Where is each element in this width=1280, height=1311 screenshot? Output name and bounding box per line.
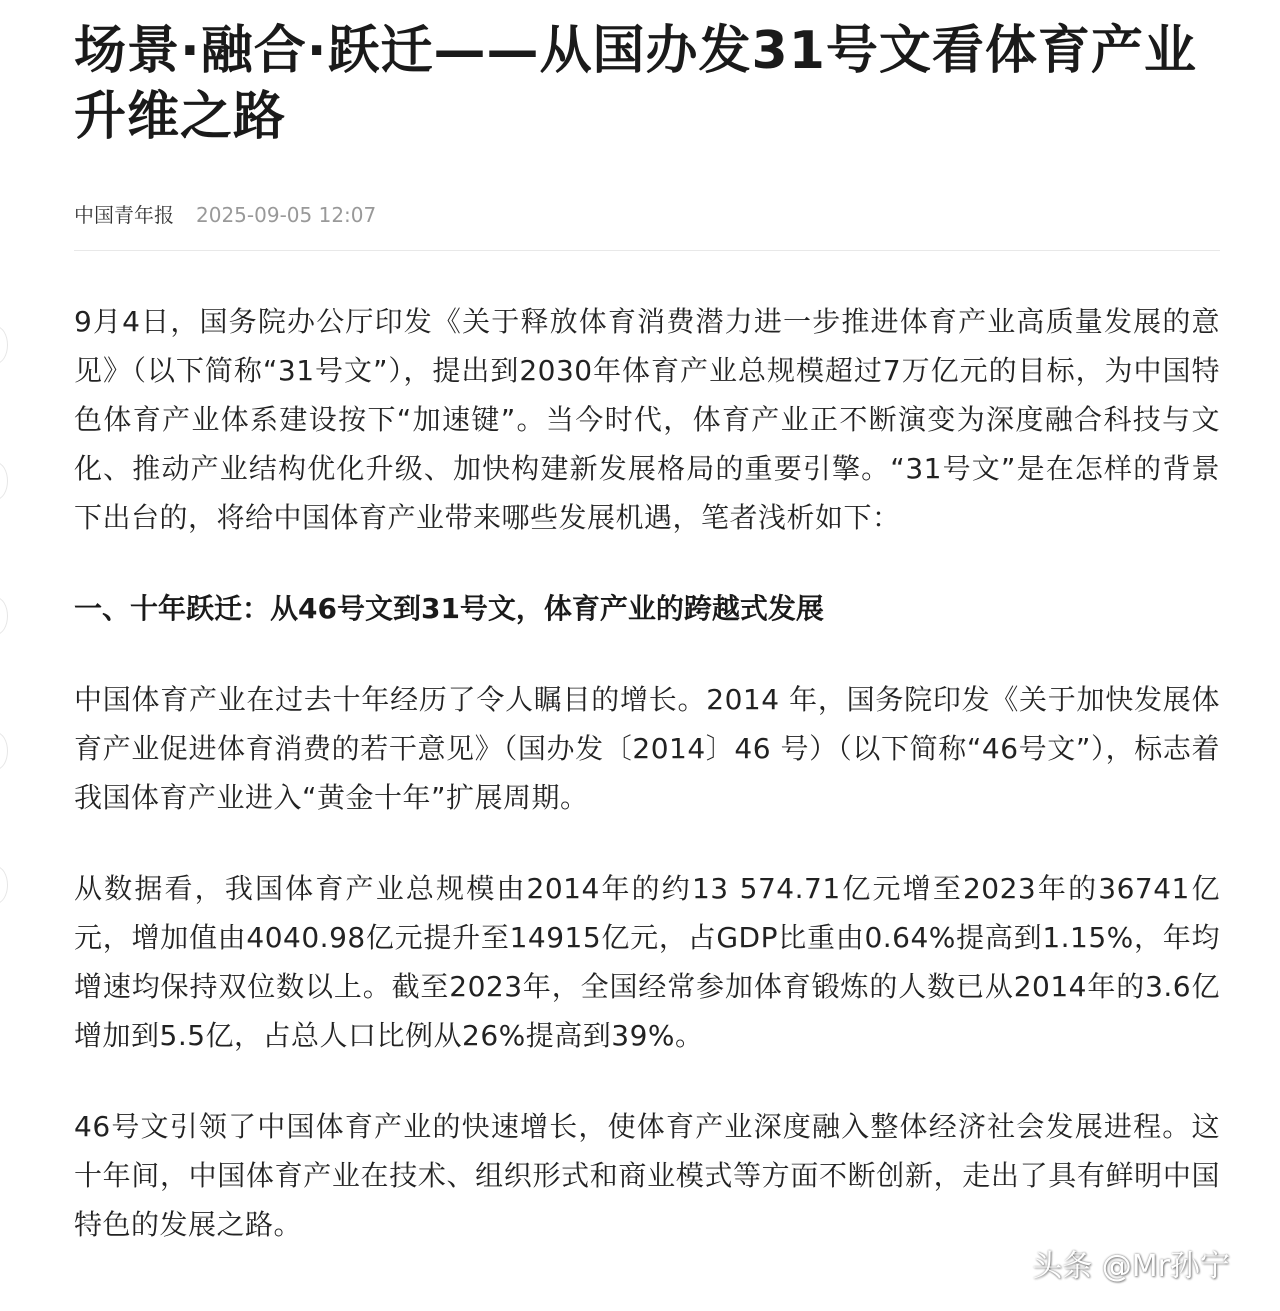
edge-bubble <box>0 597 8 635</box>
toutiao-watermark: 头条 @Mr孙宁 <box>1032 1249 1230 1284</box>
edge-bubble <box>0 326 8 364</box>
left-edge-decorations <box>0 0 10 1311</box>
article-paragraph: 从数据看，我国体育产业总规模由2014年的约13 574.71亿元增至2023年的36741亿元，增加值由4040.98亿元提升至14915亿元，占GDP比重由0.64%提高到1.15%，年均增速均保持双位数以上。截至2023年，全国经常参加体育锻炼的人数已从2014年的3.6亿增加到5.5亿，占总人口比例从26%提高到39%。 <box>74 872 1220 1052</box>
article-datetime: 2025-09-05 12:07 <box>196 203 377 227</box>
article-paragraph: 9月4日，国务院办公厅印发《关于释放体育消费潜力进一步推进体育产业高质量发展的意见》（以下简称“31号文”），提出到2030年体育产业总规模超过7万亿元的目标，为中国特色体育产业体系建设按下“加速键”。当今时代，体育产业正不断演变为深度融合科技与文化、推动产业结构优化升级、加快构建新发展格局的重要引擎。“31号文”是在怎样的背景下出台的，将给中国体育产业带来哪些发展机遇，笔者浅析如下： <box>74 305 1220 534</box>
article-body <box>74 297 1220 1249</box>
edge-bubble <box>0 732 8 770</box>
edge-bubble <box>0 462 8 500</box>
article-meta <box>74 200 1220 230</box>
article-source[interactable]: 中国青年报 <box>74 203 174 227</box>
article-page <box>74 18 1220 1291</box>
edge-bubble <box>0 866 8 904</box>
section-heading: 一、十年跃迁：从46号文到31号文，体育产业的跨越式发展 <box>74 592 824 625</box>
article-paragraph: 46号文引领了中国体育产业的快速增长，使体育产业深度融入整体经济社会发展进程。这十年间，中国体育产业在技术、组织形式和商业模式等方面不断创新，走出了具有鲜明中国特色的发展之路。 <box>74 1110 1220 1241</box>
meta-divider <box>74 250 1220 251</box>
article-paragraph: 中国体育产业在过去十年经历了令人瞩目的增长。2014 年，国务院印发《关于加快发展体育产业促进体育消费的若干意见》（国办发〔2014〕46 号）（以下简称“46号文”），标志着我国体育产业进入“黄金十年”扩展周期。 <box>74 683 1220 814</box>
article-title: 场景·融合·跃迁——从国办发31号文看体育产业升维之路 <box>74 21 1197 147</box>
